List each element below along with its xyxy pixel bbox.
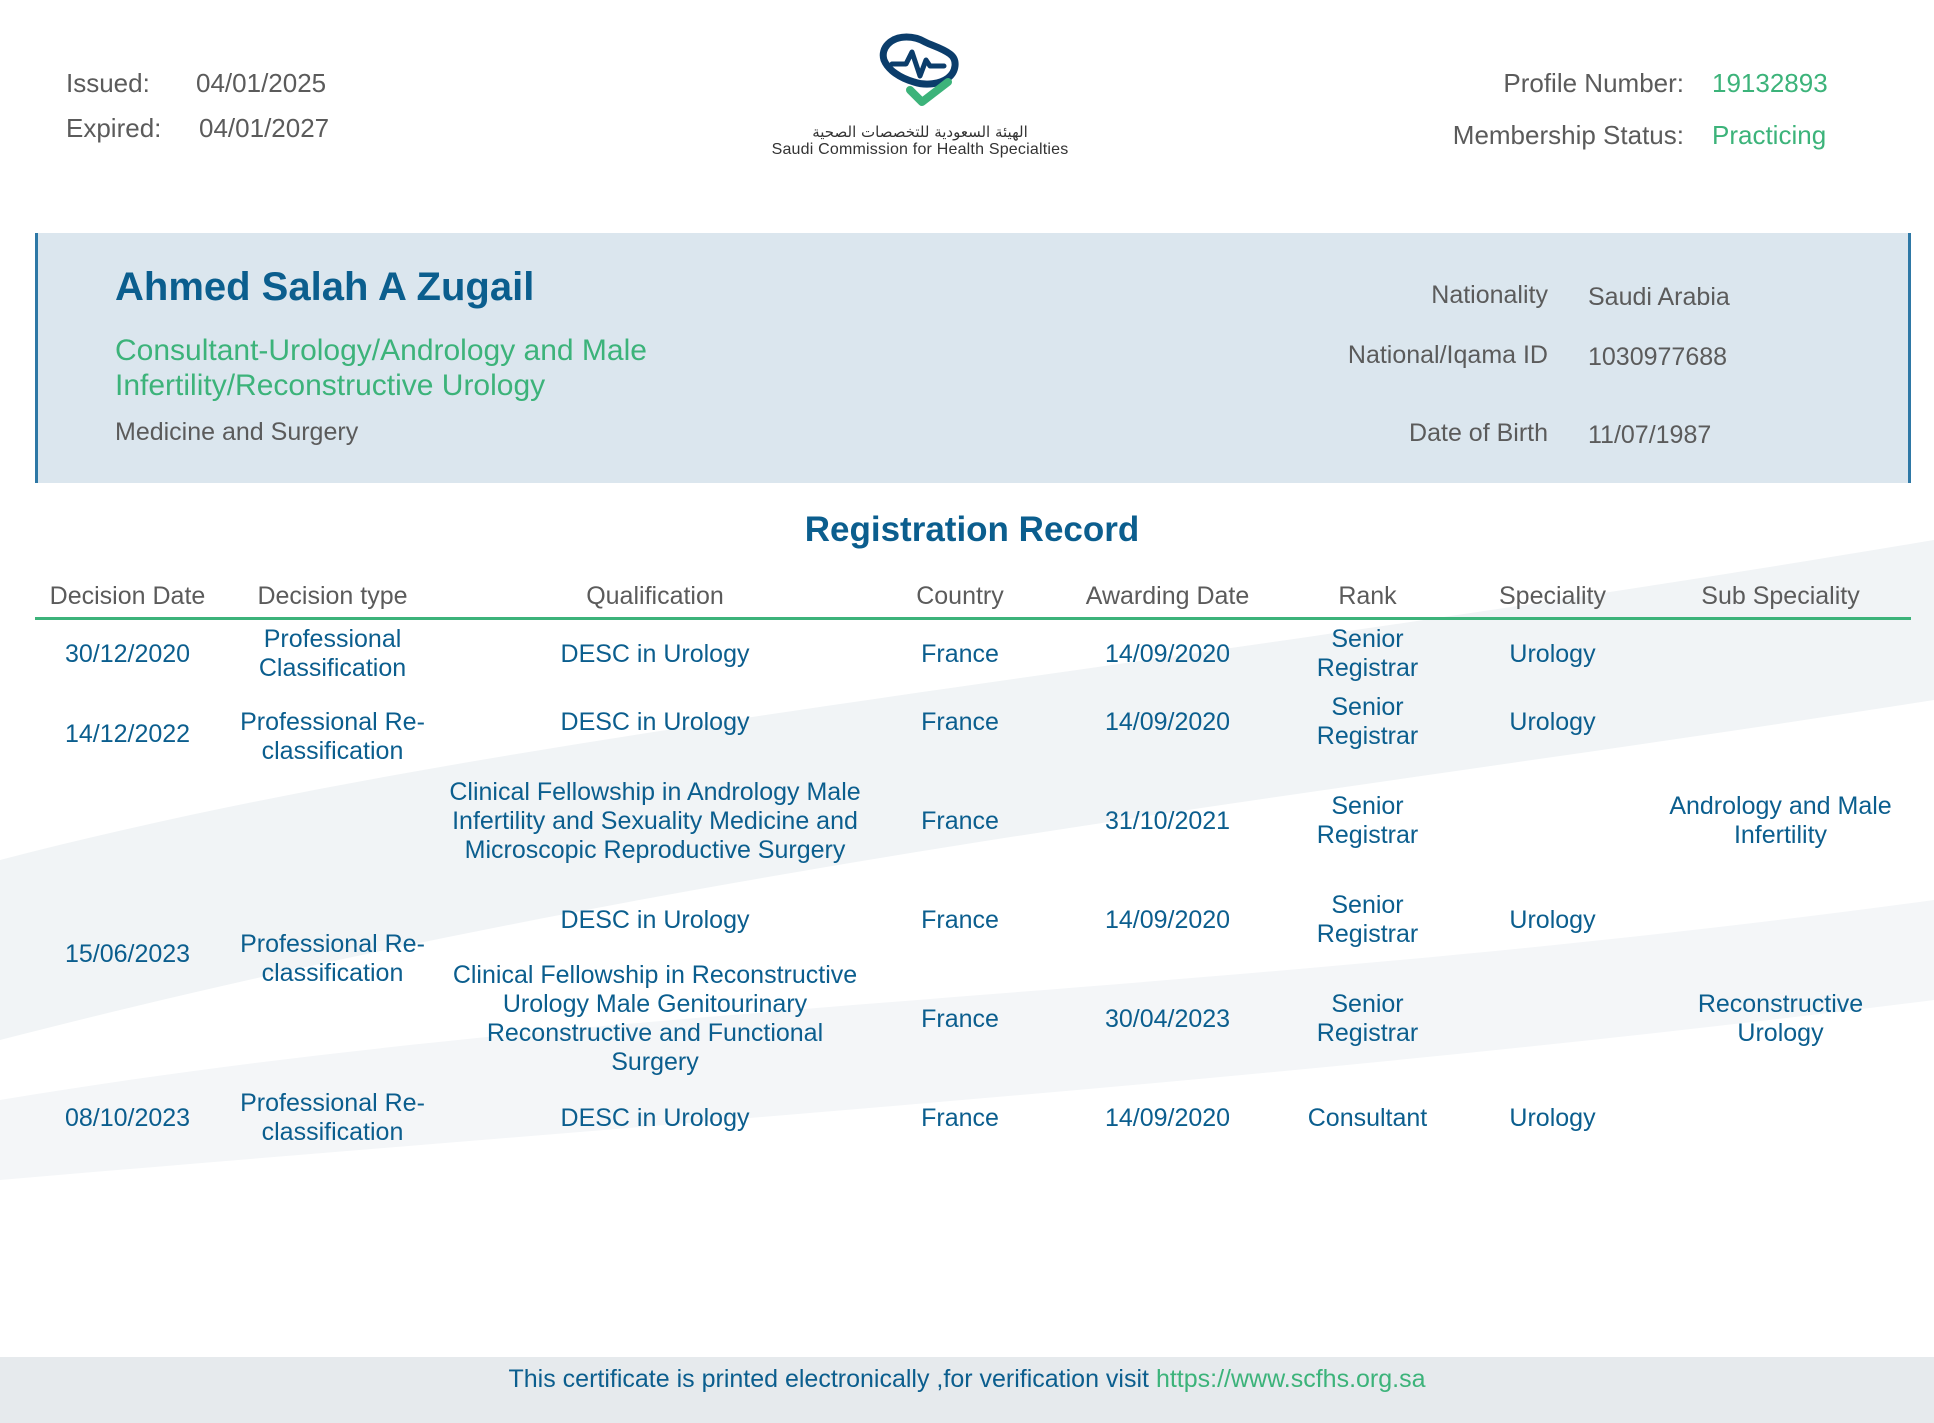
issued-row	[66, 68, 329, 113]
practitioner-category: Medicine and Surgery	[115, 418, 359, 446]
sub-speciality-cell	[1650, 619, 1911, 689]
national-id-row	[1288, 341, 1788, 419]
column-header: Country	[865, 575, 1055, 619]
qualification-cell: Clinical Fellowship in Andrology Male Infertility and Sexuality Medicine and Microscopic Reproductive Surgery	[449, 777, 861, 864]
qualification-cell: DESC in Urology	[560, 707, 750, 736]
logo-arabic-text: الهيئة السعودية للتخصصات الصحية	[812, 123, 1028, 141]
table-row	[35, 1084, 1911, 1152]
column-header: Decision Date	[35, 575, 220, 619]
column-header: Speciality	[1455, 575, 1650, 619]
column-header: Qualification	[445, 575, 865, 619]
expired-value: 04/01/2027	[199, 113, 330, 143]
rank-cell: Senior Registrar	[1316, 990, 1419, 1047]
table-row	[35, 886, 1911, 954]
awarding-date-cell: 14/09/2020	[1104, 905, 1231, 934]
sub-speciality-cell: Reconstructive Urology	[1697, 990, 1864, 1047]
decision-date-cell: 08/10/2023	[64, 1103, 191, 1132]
speciality-cell	[1455, 756, 1650, 886]
decision-date-cell: 14/12/2022	[64, 720, 191, 748]
national-id-label: National/Iqama ID	[1347, 341, 1548, 369]
profile-number-value: 19132893	[1712, 68, 1828, 98]
membership-info	[1452, 68, 1828, 172]
country-cell: France	[921, 707, 999, 736]
qualification-cell: Clinical Fellowship in Reconstructive Urology Male Genitourinary Reconstructive and Functional Surgery	[452, 961, 858, 1076]
practitioner-title: Consultant-Urology/Andrology and Male Infertility/Reconstructive Urology	[115, 334, 647, 402]
speciality-cell: Urology	[1509, 639, 1596, 668]
qualification-cell: DESC in Urology	[560, 905, 750, 934]
issued-label: Issued:	[66, 68, 150, 98]
decision-type-cell: Professional Re-classification	[240, 708, 425, 765]
membership-status-row	[1452, 120, 1827, 172]
footer-text: This certificate is printed electronically ,for verification visit	[508, 1365, 1149, 1393]
qualification-cell: DESC in Urology	[560, 1103, 750, 1132]
rank-cell: Consultant	[1307, 1103, 1428, 1132]
verification-link[interactable]: https://www.scfhs.org.sa	[1155, 1365, 1426, 1393]
rank-cell: Senior Registrar	[1316, 891, 1419, 948]
sub-speciality-cell: Andrology and Male Infertility	[1669, 792, 1892, 849]
profile-number-label: Profile Number:	[1503, 68, 1684, 98]
scfhs-logo	[760, 30, 1080, 159]
logo-english-text: Saudi Commission for Health Specialties	[771, 141, 1069, 158]
issued-value: 04/01/2025	[196, 68, 327, 98]
nationality-value: Saudi Arabia	[1588, 283, 1730, 311]
decision-type-cell: Professional Re-classification	[240, 1089, 425, 1146]
sub-speciality-cell	[1650, 1084, 1911, 1152]
decision-date-cell: 30/12/2020	[64, 639, 191, 668]
decision-type-cell: Professional Re-classification	[240, 930, 425, 987]
issue-dates	[66, 68, 329, 158]
table-row	[35, 619, 1911, 689]
decision-date-cell: 15/06/2023	[64, 940, 191, 968]
awarding-date-cell: 30/04/2023	[1104, 1004, 1231, 1033]
membership-status-label: Membership Status:	[1452, 120, 1684, 150]
registration-record-title: Registration Record	[804, 510, 1140, 549]
country-cell: France	[921, 1004, 999, 1033]
expired-row	[66, 113, 329, 158]
sub-speciality-cell	[1650, 688, 1911, 756]
national-id-value: 1030977688	[1588, 343, 1728, 371]
speciality-cell: Urology	[1509, 707, 1596, 736]
nationality-row	[1288, 281, 1788, 341]
speciality-cell: Urology	[1509, 905, 1596, 934]
table-header-row	[35, 575, 1911, 619]
footer	[0, 1357, 1934, 1423]
country-cell: France	[921, 905, 999, 934]
country-cell: France	[921, 639, 999, 668]
practitioner-name: Ahmed Salah A Zugail	[115, 265, 535, 309]
awarding-date-cell: 14/09/2020	[1104, 639, 1231, 668]
qualification-cell: DESC in Urology	[560, 639, 750, 668]
column-header: Decision type	[220, 575, 445, 619]
decision-type-cell: Professional Classification	[258, 625, 407, 682]
nationality-label: Nationality	[1431, 281, 1548, 309]
logo-emblem-icon	[870, 30, 970, 114]
expired-label: Expired:	[66, 113, 162, 143]
awarding-date-cell: 31/10/2021	[1104, 806, 1231, 835]
personal-info	[1288, 281, 1788, 479]
awarding-date-cell: 14/09/2020	[1104, 707, 1231, 736]
rank-cell: Senior Registrar	[1316, 693, 1419, 750]
column-header: Rank	[1280, 575, 1455, 619]
rank-cell: Senior Registrar	[1316, 792, 1419, 849]
registration-table	[35, 575, 1911, 1152]
profile-number-row	[1453, 68, 1828, 120]
column-header: Awarding Date	[1055, 575, 1280, 619]
country-cell: France	[921, 806, 999, 835]
profile-card	[35, 233, 1911, 483]
awarding-date-cell: 14/09/2020	[1104, 1103, 1231, 1132]
country-cell: France	[921, 1103, 999, 1132]
column-header: Sub Speciality	[1650, 575, 1911, 619]
rank-cell: Senior Registrar	[1316, 625, 1419, 682]
dob-row	[1288, 419, 1788, 479]
dob-value: 11/07/1987	[1588, 421, 1712, 449]
sub-speciality-cell	[1650, 886, 1911, 954]
speciality-cell: Urology	[1509, 1103, 1596, 1132]
membership-status-value: Practicing	[1712, 120, 1827, 150]
dob-label: Date of Birth	[1409, 419, 1548, 447]
speciality-cell	[1455, 954, 1650, 1084]
table-row	[35, 688, 1911, 756]
